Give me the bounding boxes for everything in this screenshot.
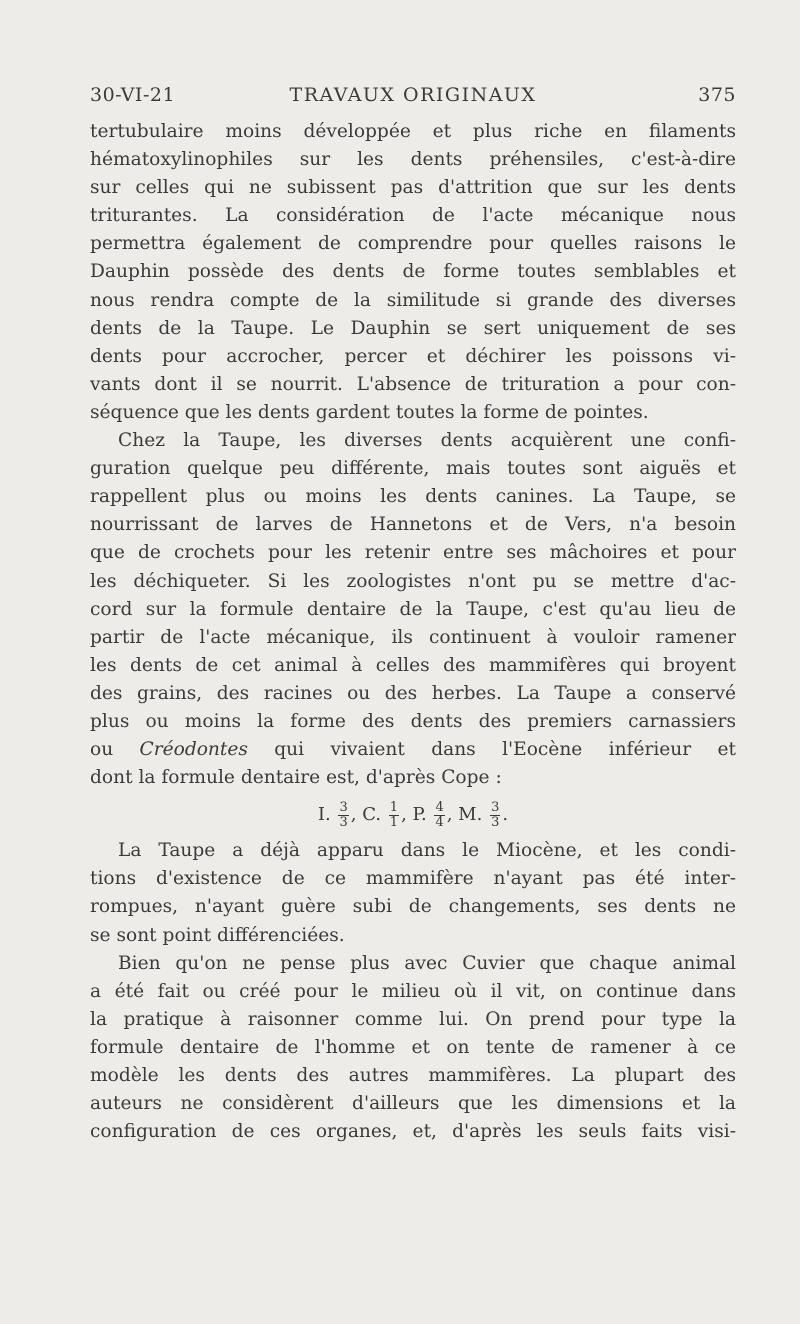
text-line: plus ou moins la forme des dents des premiers carnassiers — [90, 710, 736, 732]
text-line: configuration de ces organes, et, d'après les seuls faits visi- — [90, 1121, 736, 1143]
formula-canine-label: , C. — [350, 804, 382, 826]
fraction-denominator: 3 — [339, 814, 348, 830]
text-line: dents de la Taupe. Le Dauphin se sert uniquement de ses — [90, 317, 736, 339]
text-line: partir de l'acte mécanique, ils continuent à vouloir ramener — [90, 626, 736, 648]
text-line: Bien qu'on ne pense plus avec Cuvier que chaque animal — [118, 952, 736, 974]
text-line: formule dentaire de l'homme et on tente de ramener à ce — [90, 1036, 736, 1058]
text-line: se sont point différenciées. — [90, 924, 345, 946]
text-line: cord sur la formule dentaire de la Taupe, c'est qu'au lieu de — [90, 598, 736, 620]
formula-end: . — [502, 804, 509, 826]
text-line: les dents de cet animal à celles des mammifères qui broyent — [90, 654, 736, 676]
text-line: nous rendra compte de la similitude si grande des diverses — [90, 289, 736, 311]
text-line: dont la formule dentaire est, d'après Cope : — [90, 767, 502, 789]
text-line: dents pour accrocher, percer et déchirer les poissons vi- — [90, 345, 736, 367]
header-section-title: TRAVAUX ORIGINAUX — [289, 84, 537, 106]
text-line: nourrissant de larves de Hannetons et de Vers, n'a besoin — [90, 514, 736, 536]
body-text — [90, 118, 736, 1146]
text-line: Dauphin possède des dents de forme toutes semblables et — [90, 261, 736, 283]
text-run: ou — [90, 739, 140, 761]
text-line: la pratique à raisonner comme lui. On prend pour type la — [90, 1008, 736, 1030]
fraction-numerator: 4 — [435, 799, 444, 815]
text-line: séquence que les dents gardent toutes la forme de pointes. — [90, 401, 649, 423]
dental-formula — [90, 792, 736, 837]
running-header — [90, 84, 736, 108]
fraction-molars — [490, 801, 500, 830]
text-run: qui vivaient dans l'Eocène inférieur et — [247, 739, 736, 761]
text-line: vants dont il se nourrit. L'absence de trituration a pour con- — [90, 373, 736, 395]
formula-premolar-label: , P. — [401, 804, 427, 826]
paragraph-4 — [90, 950, 736, 1147]
text-line: La Taupe a déjà apparu dans le Miocène, et les condi- — [118, 840, 736, 862]
text-line — [90, 736, 736, 764]
text-line: tertubulaire moins développée et plus riche en filaments — [90, 121, 736, 142]
italic-term: Créodontes — [139, 739, 248, 761]
fraction-denominator: 3 — [491, 814, 500, 830]
fraction-premolars — [434, 801, 444, 830]
text-line: a été fait ou créé pour le milieu où il vit, on continue dans — [90, 980, 736, 1002]
text-line: tions d'existence de ce mammifère n'ayant pas été inter- — [90, 868, 736, 890]
formula-molar-label: , M. — [446, 804, 483, 826]
page-number: 375 — [698, 84, 736, 106]
fraction-denominator: 1 — [389, 814, 399, 830]
fraction-numerator: 3 — [491, 799, 500, 815]
text-line: que de crochets pour les retenir entre ses mâchoires et pour — [90, 542, 736, 564]
text-line: triturantes. La considération de l'acte mécanique nous — [90, 205, 736, 227]
text-line: rappellent plus ou moins les dents canines. La Taupe, se — [90, 486, 736, 508]
formula-incisor-label: I. — [317, 804, 331, 826]
text-line: Chez la Taupe, les diverses dents acquièrent une confi- — [118, 430, 736, 452]
text-line: des grains, des racines ou des herbes. La Taupe a conservé — [90, 682, 736, 704]
text-line: les déchiqueter. Si les zoologistes n'ont pu se mettre d'ac- — [90, 570, 736, 592]
text-line: rompues, n'ayant guère subi de changements, ses dents ne — [90, 896, 736, 918]
fraction-numerator: 3 — [339, 799, 348, 815]
fraction-incisors — [338, 801, 348, 830]
paragraph-3 — [90, 837, 736, 949]
fraction-canines — [389, 801, 399, 830]
paragraph-2 — [90, 427, 736, 792]
fraction-denominator: 4 — [435, 814, 444, 830]
text-line: sur celles qui ne subissent pas d'attrition que sur les dents — [90, 177, 736, 199]
text-line: guration quelque peu différente, mais toutes sont aiguës et — [90, 458, 736, 480]
paragraph-1 — [90, 118, 736, 427]
text-line: auteurs ne considèrent d'ailleurs que les dimensions et la — [90, 1093, 736, 1115]
text-line: modèle les dents des autres mammifères. La plupart des — [90, 1065, 736, 1086]
fraction-numerator: 1 — [389, 799, 399, 815]
text-line: permettra également de comprendre pour quelles raisons le — [90, 233, 736, 255]
text-line: hématoxylinophiles sur les dents préhensiles, c'est-à-dire — [90, 149, 736, 171]
header-date: 30-VI-21 — [90, 84, 176, 106]
